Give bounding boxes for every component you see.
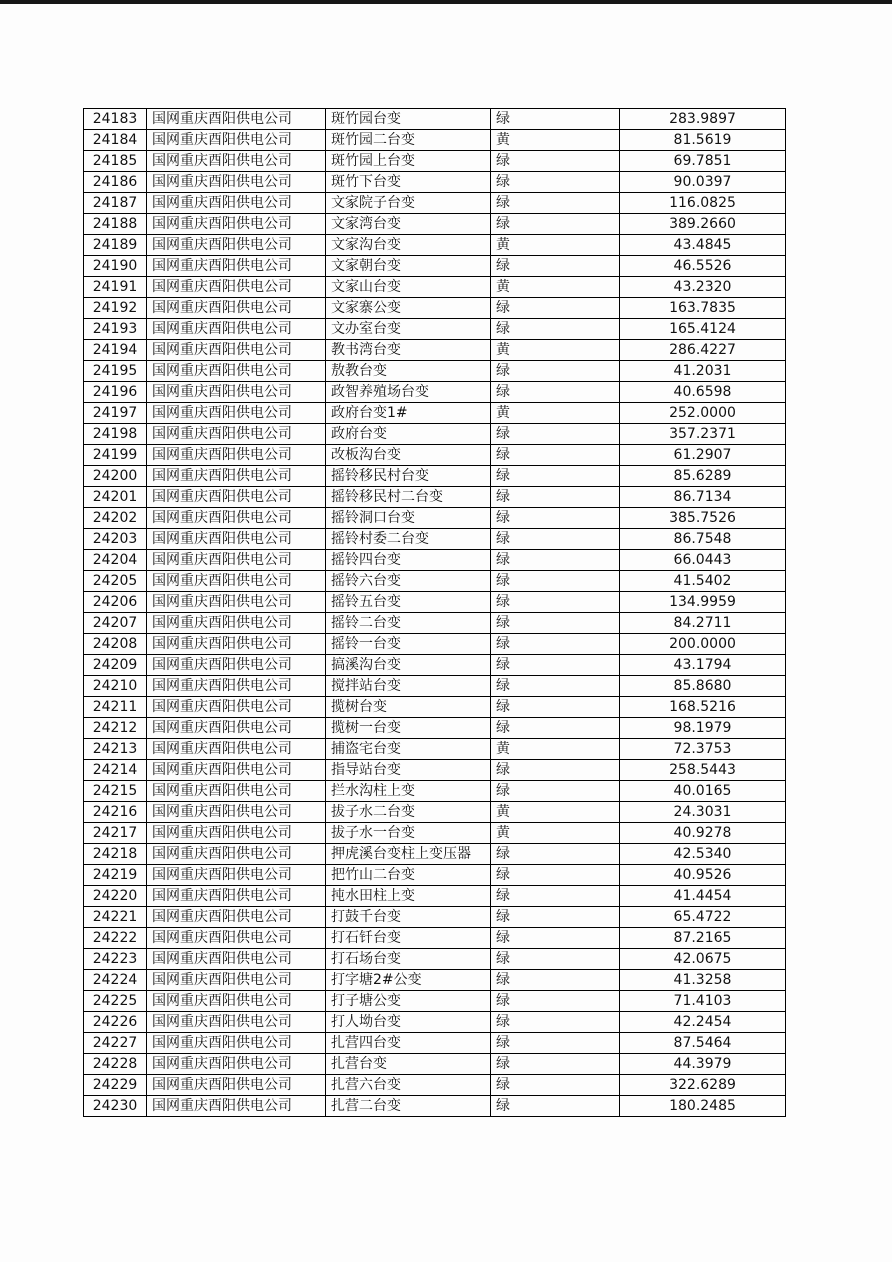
cell-company: 国网重庆酉阳供电公司: [147, 508, 326, 529]
cell-company: 国网重庆酉阳供电公司: [147, 991, 326, 1012]
cell-station-name: 文家寨公变: [326, 298, 491, 319]
table-row: [84, 193, 786, 214]
cell-station-name: 搞溪沟台变: [326, 655, 491, 676]
table-row: [84, 592, 786, 613]
table-row: [84, 781, 786, 802]
cell-station-name: 扎营二台变: [326, 1096, 491, 1117]
cell-load-value: 98.1979: [620, 718, 786, 739]
table-row: [84, 949, 786, 970]
cell-status: 绿: [491, 109, 620, 130]
table-row: [84, 445, 786, 466]
cell-status: 绿: [491, 361, 620, 382]
cell-company: 国网重庆酉阳供电公司: [147, 1033, 326, 1054]
cell-status: 绿: [491, 655, 620, 676]
cell-status: 黄: [491, 130, 620, 151]
cell-load-value: 322.6289: [620, 1075, 786, 1096]
cell-station-name: 摇铃洞口台变: [326, 508, 491, 529]
cell-station-name: 教书湾台变: [326, 340, 491, 361]
cell-company: 国网重庆酉阳供电公司: [147, 340, 326, 361]
cell-company: 国网重庆酉阳供电公司: [147, 277, 326, 298]
cell-row-id: 24206: [84, 592, 147, 613]
cell-company: 国网重庆酉阳供电公司: [147, 739, 326, 760]
cell-station-name: 文家朝台变: [326, 256, 491, 277]
cell-row-id: 24219: [84, 865, 147, 886]
cell-company: 国网重庆酉阳供电公司: [147, 319, 326, 340]
cell-status: 绿: [491, 676, 620, 697]
table-row: [84, 697, 786, 718]
cell-station-name: 敖教台变: [326, 361, 491, 382]
cell-load-value: 87.5464: [620, 1033, 786, 1054]
cell-status: 绿: [491, 760, 620, 781]
table-row: [84, 1012, 786, 1033]
cell-company: 国网重庆酉阳供电公司: [147, 802, 326, 823]
cell-load-value: 61.2907: [620, 445, 786, 466]
cell-row-id: 24197: [84, 403, 147, 424]
cell-row-id: 24223: [84, 949, 147, 970]
cell-company: 国网重庆酉阳供电公司: [147, 382, 326, 403]
cell-station-name: 摇铃移民村二台变: [326, 487, 491, 508]
cell-company: 国网重庆酉阳供电公司: [147, 1054, 326, 1075]
cell-company: 国网重庆酉阳供电公司: [147, 172, 326, 193]
cell-load-value: 357.2371: [620, 424, 786, 445]
cell-company: 国网重庆酉阳供电公司: [147, 886, 326, 907]
cell-row-id: 24228: [84, 1054, 147, 1075]
table-row: [84, 382, 786, 403]
cell-status: 绿: [491, 592, 620, 613]
cell-station-name: 摇铃五台变: [326, 592, 491, 613]
cell-status: 绿: [491, 718, 620, 739]
cell-row-id: 24191: [84, 277, 147, 298]
cell-load-value: 200.0000: [620, 634, 786, 655]
cell-company: 国网重庆酉阳供电公司: [147, 235, 326, 256]
cell-load-value: 85.6289: [620, 466, 786, 487]
cell-station-name: 拔子水一台变: [326, 823, 491, 844]
cell-status: 绿: [491, 949, 620, 970]
cell-load-value: 86.7548: [620, 529, 786, 550]
table-row: [84, 403, 786, 424]
cell-load-value: 40.9278: [620, 823, 786, 844]
table-row: [84, 634, 786, 655]
table-row: [84, 256, 786, 277]
cell-company: 国网重庆酉阳供电公司: [147, 445, 326, 466]
cell-status: 绿: [491, 256, 620, 277]
cell-station-name: 扽水田柱上变: [326, 886, 491, 907]
cell-company: 国网重庆酉阳供电公司: [147, 487, 326, 508]
cell-load-value: 43.4845: [620, 235, 786, 256]
cell-status: 绿: [491, 466, 620, 487]
cell-load-value: 43.2320: [620, 277, 786, 298]
cell-row-id: 24225: [84, 991, 147, 1012]
table-row: [84, 571, 786, 592]
cell-status: 黄: [491, 403, 620, 424]
cell-row-id: 24222: [84, 928, 147, 949]
cell-company: 国网重庆酉阳供电公司: [147, 424, 326, 445]
table-row: [84, 424, 786, 445]
table-row: [84, 508, 786, 529]
cell-row-id: 24185: [84, 151, 147, 172]
cell-load-value: 85.8680: [620, 676, 786, 697]
table-row: [84, 151, 786, 172]
cell-station-name: 摇铃村委二台变: [326, 529, 491, 550]
cell-load-value: 66.0443: [620, 550, 786, 571]
cell-company: 国网重庆酉阳供电公司: [147, 781, 326, 802]
cell-station-name: 摇铃二台变: [326, 613, 491, 634]
cell-company: 国网重庆酉阳供电公司: [147, 529, 326, 550]
cell-status: 绿: [491, 151, 620, 172]
table-row: [84, 844, 786, 865]
table-row: [84, 907, 786, 928]
cell-row-id: 24195: [84, 361, 147, 382]
cell-company: 国网重庆酉阳供电公司: [147, 949, 326, 970]
cell-load-value: 46.5526: [620, 256, 786, 277]
cell-status: 绿: [491, 886, 620, 907]
cell-load-value: 41.2031: [620, 361, 786, 382]
table-row: [84, 172, 786, 193]
table-row: [84, 760, 786, 781]
table-row: [84, 802, 786, 823]
cell-row-id: 24204: [84, 550, 147, 571]
cell-load-value: 42.2454: [620, 1012, 786, 1033]
cell-station-name: 扎营台变: [326, 1054, 491, 1075]
cell-company: 国网重庆酉阳供电公司: [147, 151, 326, 172]
cell-row-id: 24220: [84, 886, 147, 907]
cell-status: 绿: [491, 550, 620, 571]
table-row: [84, 130, 786, 151]
cell-company: 国网重庆酉阳供电公司: [147, 760, 326, 781]
cell-load-value: 41.4454: [620, 886, 786, 907]
cell-status: 绿: [491, 1075, 620, 1096]
cell-status: 绿: [491, 970, 620, 991]
cell-company: 国网重庆酉阳供电公司: [147, 1012, 326, 1033]
cell-station-name: 打石钎台变: [326, 928, 491, 949]
cell-status: 绿: [491, 634, 620, 655]
cell-row-id: 24226: [84, 1012, 147, 1033]
cell-station-name: 摇铃移民村台变: [326, 466, 491, 487]
cell-status: 绿: [491, 844, 620, 865]
cell-station-name: 斑竹下台变: [326, 172, 491, 193]
cell-status: 绿: [491, 172, 620, 193]
cell-status: 绿: [491, 445, 620, 466]
cell-company: 国网重庆酉阳供电公司: [147, 193, 326, 214]
cell-row-id: 24184: [84, 130, 147, 151]
cell-row-id: 24199: [84, 445, 147, 466]
cell-status: 黄: [491, 277, 620, 298]
cell-row-id: 24205: [84, 571, 147, 592]
cell-row-id: 24218: [84, 844, 147, 865]
cell-load-value: 90.0397: [620, 172, 786, 193]
cell-row-id: 24188: [84, 214, 147, 235]
cell-row-id: 24216: [84, 802, 147, 823]
cell-station-name: 打鼓千台变: [326, 907, 491, 928]
table-row: [84, 550, 786, 571]
cell-load-value: 168.5216: [620, 697, 786, 718]
cell-station-name: 打石场台变: [326, 949, 491, 970]
cell-company: 国网重庆酉阳供电公司: [147, 130, 326, 151]
cell-company: 国网重庆酉阳供电公司: [147, 1075, 326, 1096]
cell-row-id: 24217: [84, 823, 147, 844]
cell-station-name: 文家湾台变: [326, 214, 491, 235]
table-row: [84, 676, 786, 697]
cell-status: 绿: [491, 928, 620, 949]
cell-row-id: 24212: [84, 718, 147, 739]
cell-row-id: 24201: [84, 487, 147, 508]
table-row: [84, 1054, 786, 1075]
cell-station-name: 文家沟台变: [326, 235, 491, 256]
table-row: [84, 865, 786, 886]
cell-status: 绿: [491, 865, 620, 886]
cell-company: 国网重庆酉阳供电公司: [147, 1096, 326, 1117]
cell-load-value: 389.2660: [620, 214, 786, 235]
cell-load-value: 42.5340: [620, 844, 786, 865]
cell-company: 国网重庆酉阳供电公司: [147, 550, 326, 571]
cell-row-id: 24213: [84, 739, 147, 760]
cell-station-name: 拦水沟柱上变: [326, 781, 491, 802]
cell-row-id: 24215: [84, 781, 147, 802]
table-row: [84, 298, 786, 319]
cell-station-name: 揽树台变: [326, 697, 491, 718]
cell-station-name: 打字塘2#公变: [326, 970, 491, 991]
transformer-record-table: [83, 108, 786, 1117]
cell-load-value: 65.4722: [620, 907, 786, 928]
table-row: [84, 655, 786, 676]
cell-station-name: 指导站台变: [326, 760, 491, 781]
cell-station-name: 揽树一台变: [326, 718, 491, 739]
cell-station-name: 打子塘公变: [326, 991, 491, 1012]
cell-company: 国网重庆酉阳供电公司: [147, 865, 326, 886]
cell-row-id: 24210: [84, 676, 147, 697]
table-row: [84, 1075, 786, 1096]
table-body: [84, 109, 786, 1117]
cell-company: 国网重庆酉阳供电公司: [147, 970, 326, 991]
cell-station-name: 文家山台变: [326, 277, 491, 298]
table-row: [84, 1033, 786, 1054]
cell-load-value: 43.1794: [620, 655, 786, 676]
cell-status: 绿: [491, 613, 620, 634]
cell-status: 绿: [491, 319, 620, 340]
cell-row-id: 24189: [84, 235, 147, 256]
table-row: [84, 970, 786, 991]
cell-load-value: 258.5443: [620, 760, 786, 781]
cell-station-name: 扎营四台变: [326, 1033, 491, 1054]
cell-station-name: 文家院子台变: [326, 193, 491, 214]
cell-row-id: 24202: [84, 508, 147, 529]
cell-status: 黄: [491, 235, 620, 256]
cell-station-name: 捕盗宅台变: [326, 739, 491, 760]
cell-company: 国网重庆酉阳供电公司: [147, 907, 326, 928]
cell-status: 绿: [491, 214, 620, 235]
cell-row-id: 24186: [84, 172, 147, 193]
cell-row-id: 24190: [84, 256, 147, 277]
cell-station-name: 文办室台变: [326, 319, 491, 340]
cell-load-value: 40.6598: [620, 382, 786, 403]
cell-row-id: 24187: [84, 193, 147, 214]
cell-row-id: 24192: [84, 298, 147, 319]
cell-station-name: 摇铃六台变: [326, 571, 491, 592]
cell-company: 国网重庆酉阳供电公司: [147, 109, 326, 130]
cell-status: 绿: [491, 991, 620, 1012]
cell-station-name: 把竹山二台变: [326, 865, 491, 886]
cell-load-value: 116.0825: [620, 193, 786, 214]
cell-load-value: 252.0000: [620, 403, 786, 424]
cell-status: 绿: [491, 298, 620, 319]
cell-station-name: 斑竹园二台变: [326, 130, 491, 151]
cell-station-name: 政智养殖场台变: [326, 382, 491, 403]
cell-status: 绿: [491, 697, 620, 718]
cell-status: 绿: [491, 193, 620, 214]
cell-station-name: 扎营六台变: [326, 1075, 491, 1096]
cell-status: 绿: [491, 907, 620, 928]
cell-load-value: 41.3258: [620, 970, 786, 991]
cell-status: 绿: [491, 382, 620, 403]
cell-station-name: 改板沟台变: [326, 445, 491, 466]
table-row: [84, 214, 786, 235]
cell-company: 国网重庆酉阳供电公司: [147, 403, 326, 424]
table-row: [84, 277, 786, 298]
cell-load-value: 40.9526: [620, 865, 786, 886]
cell-load-value: 84.2711: [620, 613, 786, 634]
table-row: [84, 340, 786, 361]
cell-load-value: 42.0675: [620, 949, 786, 970]
cell-load-value: 40.0165: [620, 781, 786, 802]
cell-load-value: 87.2165: [620, 928, 786, 949]
cell-load-value: 385.7526: [620, 508, 786, 529]
cell-status: 绿: [491, 1054, 620, 1075]
cell-company: 国网重庆酉阳供电公司: [147, 613, 326, 634]
cell-status: 绿: [491, 1096, 620, 1117]
table-row: [84, 235, 786, 256]
cell-load-value: 44.3979: [620, 1054, 786, 1075]
cell-load-value: 81.5619: [620, 130, 786, 151]
cell-row-id: 24200: [84, 466, 147, 487]
cell-row-id: 24224: [84, 970, 147, 991]
cell-status: 绿: [491, 424, 620, 445]
cell-row-id: 24207: [84, 613, 147, 634]
cell-status: 绿: [491, 1033, 620, 1054]
cell-row-id: 24227: [84, 1033, 147, 1054]
cell-load-value: 71.4103: [620, 991, 786, 1012]
cell-load-value: 163.7835: [620, 298, 786, 319]
cell-status: 绿: [491, 487, 620, 508]
cell-company: 国网重庆酉阳供电公司: [147, 361, 326, 382]
cell-company: 国网重庆酉阳供电公司: [147, 466, 326, 487]
cell-company: 国网重庆酉阳供电公司: [147, 571, 326, 592]
cell-station-name: 斑竹园台变: [326, 109, 491, 130]
table-row: [84, 529, 786, 550]
cell-company: 国网重庆酉阳供电公司: [147, 256, 326, 277]
cell-row-id: 24214: [84, 760, 147, 781]
cell-load-value: 283.9897: [620, 109, 786, 130]
table-row: [84, 1096, 786, 1117]
cell-load-value: 165.4124: [620, 319, 786, 340]
cell-row-id: 24203: [84, 529, 147, 550]
table-row: [84, 739, 786, 760]
table-row: [84, 466, 786, 487]
table-row: [84, 361, 786, 382]
cell-company: 国网重庆酉阳供电公司: [147, 592, 326, 613]
cell-station-name: 拔子水二台变: [326, 802, 491, 823]
table-row: [84, 487, 786, 508]
cell-row-id: 24193: [84, 319, 147, 340]
cell-load-value: 24.3031: [620, 802, 786, 823]
cell-station-name: 斑竹园上台变: [326, 151, 491, 172]
cell-company: 国网重庆酉阳供电公司: [147, 928, 326, 949]
cell-row-id: 24183: [84, 109, 147, 130]
cell-status: 绿: [491, 529, 620, 550]
cell-load-value: 286.4227: [620, 340, 786, 361]
table-row: [84, 991, 786, 1012]
cell-company: 国网重庆酉阳供电公司: [147, 697, 326, 718]
table-row: [84, 109, 786, 130]
cell-company: 国网重庆酉阳供电公司: [147, 844, 326, 865]
table-row: [84, 886, 786, 907]
cell-company: 国网重庆酉阳供电公司: [147, 655, 326, 676]
cell-station-name: 搅拌站台变: [326, 676, 491, 697]
cell-station-name: 摇铃四台变: [326, 550, 491, 571]
table-row: [84, 823, 786, 844]
cell-status: 绿: [491, 508, 620, 529]
cell-status: 黄: [491, 739, 620, 760]
cell-station-name: 打人坳台变: [326, 1012, 491, 1033]
cell-company: 国网重庆酉阳供电公司: [147, 718, 326, 739]
cell-status: 黄: [491, 802, 620, 823]
cell-company: 国网重庆酉阳供电公司: [147, 214, 326, 235]
cell-company: 国网重庆酉阳供电公司: [147, 298, 326, 319]
cell-row-id: 24221: [84, 907, 147, 928]
cell-status: 黄: [491, 340, 620, 361]
cell-row-id: 24196: [84, 382, 147, 403]
cell-company: 国网重庆酉阳供电公司: [147, 823, 326, 844]
cell-row-id: 24198: [84, 424, 147, 445]
table-row: [84, 613, 786, 634]
cell-company: 国网重庆酉阳供电公司: [147, 634, 326, 655]
cell-status: 黄: [491, 823, 620, 844]
table-row: [84, 928, 786, 949]
table-row: [84, 718, 786, 739]
cell-station-name: 押虎溪台变柱上变压器: [326, 844, 491, 865]
cell-company: 国网重庆酉阳供电公司: [147, 676, 326, 697]
cell-row-id: 24230: [84, 1096, 147, 1117]
cell-status: 绿: [491, 571, 620, 592]
cell-load-value: 72.3753: [620, 739, 786, 760]
cell-status: 绿: [491, 781, 620, 802]
cell-row-id: 24208: [84, 634, 147, 655]
cell-load-value: 86.7134: [620, 487, 786, 508]
cell-load-value: 41.5402: [620, 571, 786, 592]
table-row: [84, 319, 786, 340]
cell-row-id: 24229: [84, 1075, 147, 1096]
top-border-bar: [0, 0, 892, 4]
cell-station-name: 政府台变1#: [326, 403, 491, 424]
cell-load-value: 69.7851: [620, 151, 786, 172]
cell-station-name: 摇铃一台变: [326, 634, 491, 655]
cell-status: 绿: [491, 1012, 620, 1033]
cell-row-id: 24211: [84, 697, 147, 718]
cell-row-id: 24209: [84, 655, 147, 676]
cell-station-name: 政府台变: [326, 424, 491, 445]
cell-load-value: 180.2485: [620, 1096, 786, 1117]
cell-row-id: 24194: [84, 340, 147, 361]
cell-load-value: 134.9959: [620, 592, 786, 613]
